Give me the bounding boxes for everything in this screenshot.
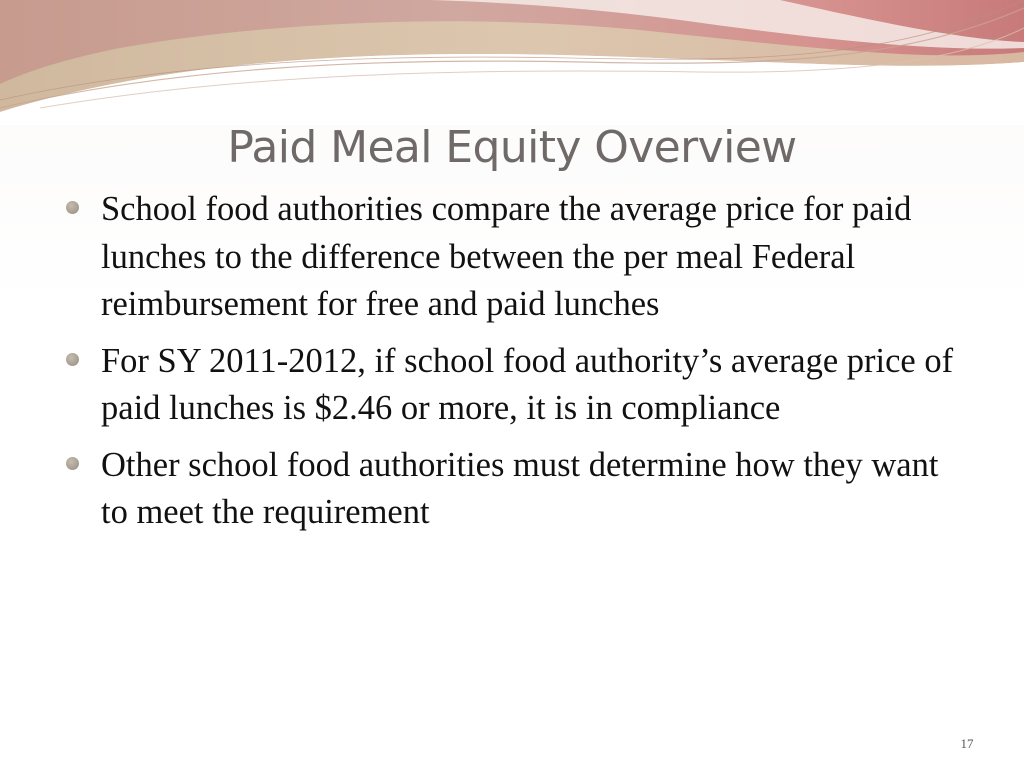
header-wave-decoration (0, 0, 1024, 125)
bullet-item (64, 186, 964, 329)
bullet-dot-icon (66, 201, 79, 214)
bullet-text: Other school food authorities must determine how they want to meet the requirement (101, 445, 939, 531)
bullet-list (64, 186, 964, 546)
bullet-item (64, 442, 964, 537)
bullet-dot-icon (66, 457, 79, 470)
bullet-dot-icon (66, 353, 79, 366)
bullet-text: School food authorities compare the average price for paid lunches to the difference between the per meal Federal reimbursement for free and paid lunches (101, 190, 912, 323)
bullet-item (64, 338, 964, 433)
bullet-text: For SY 2011-2012, if school food authority’s average price of paid lunches is $2.46 or more, it is in compliance (101, 341, 954, 427)
slide-title: Paid Meal Equity Overview (227, 122, 797, 173)
slide-number: 17 (960, 736, 974, 751)
